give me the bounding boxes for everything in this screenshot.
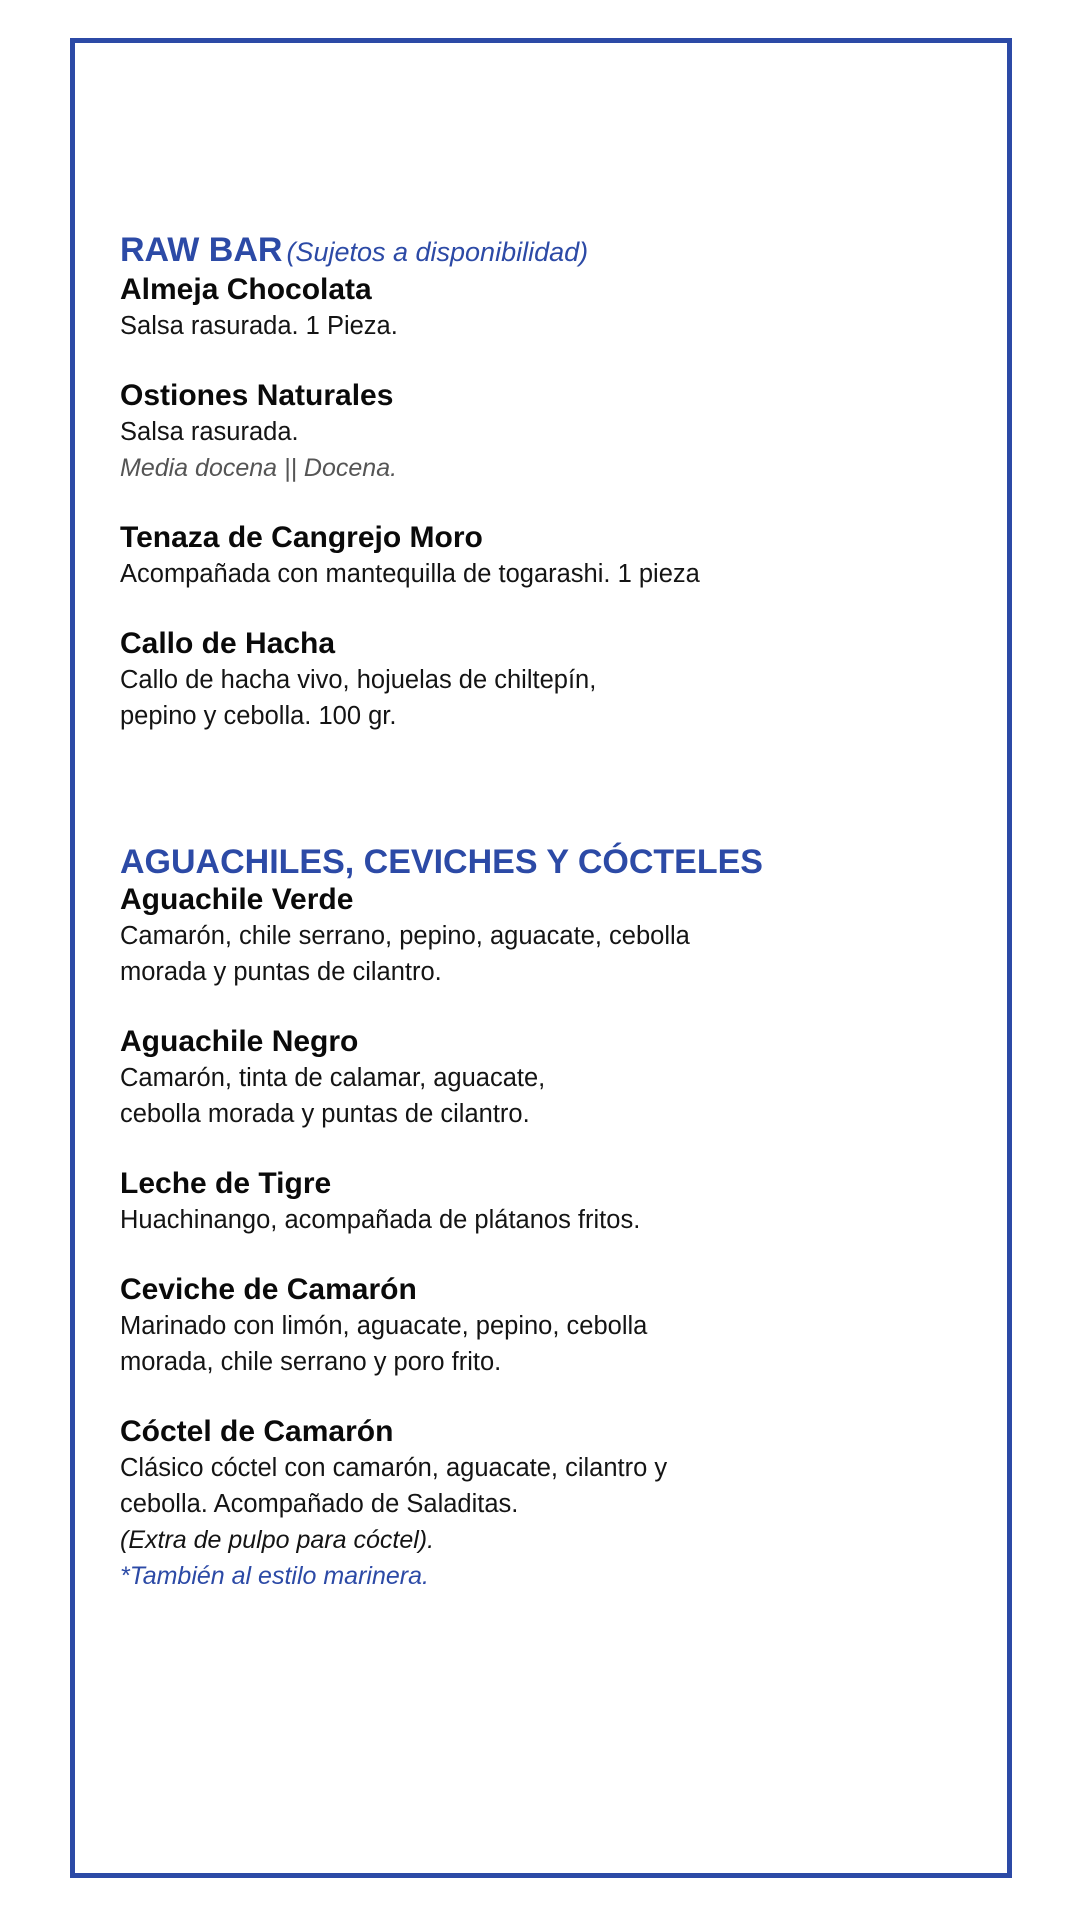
item-portion-note: Media docena || Docena. [120, 454, 398, 482]
item-extra-note: (Extra de pulpo para cóctel). [120, 1526, 435, 1554]
menu-item [120, 520, 960, 592]
item-name: Ostiones Naturales [120, 379, 394, 412]
menu-item [120, 272, 960, 344]
description-line: Salsa rasurada. [120, 418, 299, 446]
item-description [120, 308, 960, 344]
description-line: Camarón, chile serrano, pepino, aguacate, cebolla [120, 922, 690, 950]
item-name: Ceviche de Camarón [120, 1273, 417, 1306]
menu-item [120, 626, 960, 734]
item-name: Leche de Tigre [120, 1167, 332, 1200]
availability-note: (Sujetos a disponibilidad) [286, 237, 589, 267]
item-description [120, 662, 960, 734]
menu-item [120, 1166, 960, 1238]
menu-item [120, 1414, 960, 1594]
item-description [120, 414, 960, 450]
item-description [120, 1202, 960, 1238]
item-description [120, 918, 960, 990]
item-name: Callo de Hacha [120, 627, 336, 660]
section-title-text: RAW BAR [120, 231, 283, 269]
item-description [120, 556, 960, 592]
description-line: cebolla. Acompañado de Saladitas. [120, 1490, 519, 1518]
item-style-note: *También al estilo marinera. [120, 1562, 429, 1590]
section-title [120, 842, 960, 882]
item-name: Almeja Chocolata [120, 273, 372, 306]
description-line: Camarón, tinta de calamar, aguacate, [120, 1064, 546, 1092]
description-line: Salsa rasurada. 1 Pieza. [120, 312, 398, 340]
item-description [120, 1450, 960, 1522]
menu-item [120, 882, 960, 990]
description-line: Acompañada con mantequilla de togarashi. 1 pieza [120, 560, 700, 588]
menu-item [120, 1272, 960, 1380]
item-name: Aguachile Verde [120, 883, 354, 916]
description-line: Clásico cóctel con camarón, aguacate, cilantro y [120, 1454, 668, 1482]
description-line: pepino y cebolla. 100 gr. [120, 702, 397, 730]
description-line: morada y puntas de cilantro. [120, 958, 442, 986]
item-name: Tenaza de Cangrejo Moro [120, 521, 483, 554]
section-title [120, 230, 960, 272]
description-line: cebolla morada y puntas de cilantro. [120, 1100, 530, 1128]
menu-item [120, 1024, 960, 1132]
item-name: Cóctel de Camarón [120, 1415, 394, 1448]
menu-item [120, 378, 960, 486]
section-aguachiles [120, 842, 960, 1594]
description-line: Marinado con limón, aguacate, pepino, cebolla [120, 1312, 648, 1340]
description-line: Huachinango, acompañada de plátanos fritos. [120, 1206, 641, 1234]
description-line: Callo de hacha vivo, hojuelas de chiltepín, [120, 666, 597, 694]
description-line: morada, chile serrano y poro frito. [120, 1348, 502, 1376]
section-title-text: AGUACHILES, CEVICHES Y CÓCTELES [120, 843, 763, 881]
item-description [120, 1308, 960, 1380]
section-raw-bar [120, 230, 960, 734]
item-name: Aguachile Negro [120, 1025, 359, 1058]
item-description [120, 1060, 960, 1132]
